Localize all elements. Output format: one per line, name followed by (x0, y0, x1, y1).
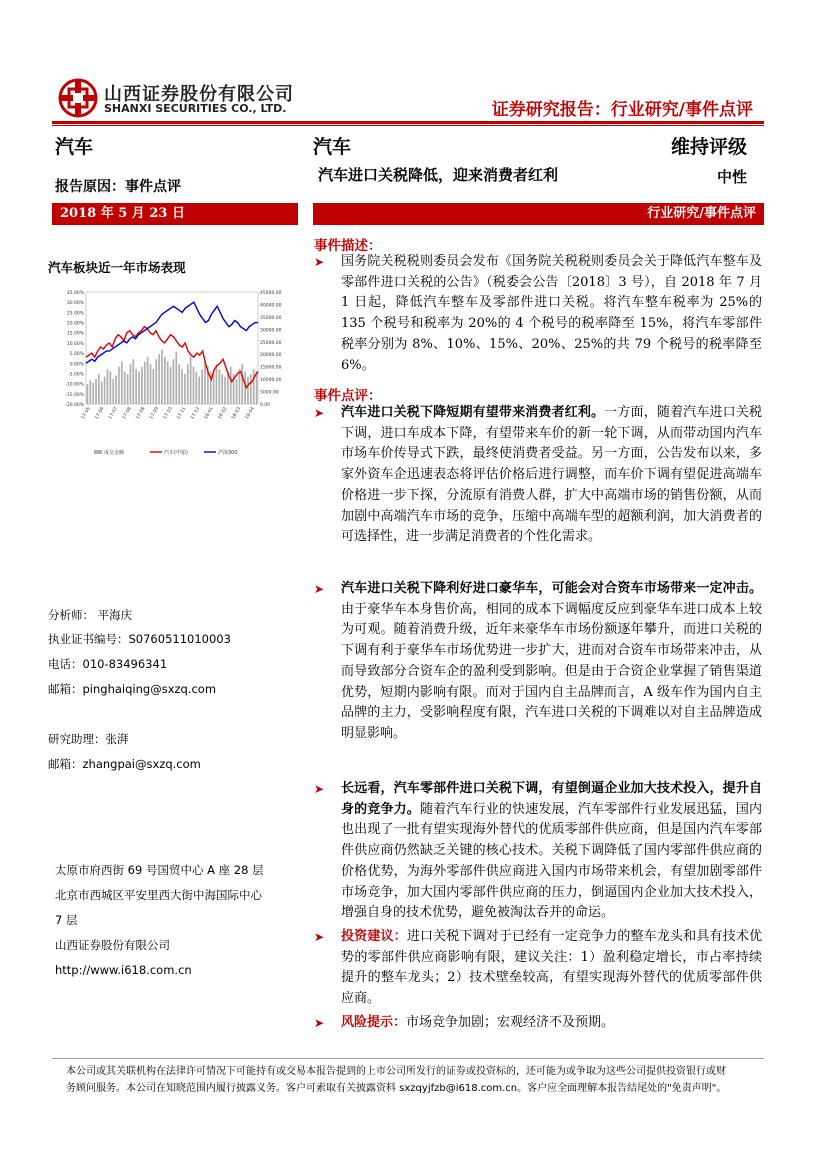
x-tick-label: 18-03 (231, 406, 243, 421)
volume-bar (196, 372, 198, 404)
x-tick-label: 17-08 (121, 406, 133, 421)
volume-bar (218, 369, 220, 404)
footer-divider (52, 1058, 764, 1059)
x-tick-label: 17-05 (80, 406, 92, 421)
volume-bar (224, 377, 226, 404)
x-tick-label: 17-12 (190, 406, 202, 421)
company-logo-icon (58, 78, 98, 118)
volume-bar (198, 377, 200, 404)
volume-bar (178, 364, 180, 404)
y-right-tick-label: 30000.00 (260, 328, 282, 334)
y-right-tick-label: 5000.00 (260, 390, 279, 396)
volume-bar (98, 374, 100, 404)
volume-bar (87, 384, 89, 404)
disclaimer (66, 1063, 766, 1097)
volume-bar (204, 362, 206, 404)
comment-paragraph-1 (314, 403, 762, 548)
address-company: 山西证券股份有限公司 (55, 938, 170, 952)
volume-bar (138, 372, 140, 404)
volume-bar (239, 369, 241, 404)
y-left-tick-label: 20.00% (66, 321, 84, 327)
address-line-1: 太原市府西街 69 号国贸中心 A 座 28 层 (55, 863, 264, 877)
comment-3-text: 随着汽车行业的快速发展，汽车零部件行业发展迅猛，国内也出现了一批有望实现海外替代的优质零部件供应商，但是国内汽车零部件供应商仍然缺乏关键的核心技术。关税下调降低了国内零部件供应商的价格优势，为海外零部件供应商进入国内市场带来机会，有望加剧零部件市场竞争，加大国内零部件供应商的压力，倒逼国内企业加大技术投入，增强自身的技术优势，避免被淘汰吞并的命运。 (341, 801, 762, 921)
volume-bar (104, 377, 106, 404)
bullet-icon: ➤ (314, 406, 325, 420)
volume-bar (170, 367, 172, 404)
volume-bar (250, 374, 252, 404)
volume-bar (181, 369, 183, 404)
volume-bar (118, 367, 120, 404)
volume-bar (150, 364, 152, 404)
header-divider (52, 121, 764, 124)
analyst-email: 邮箱：pinghaiqing@sxzq.com (48, 682, 217, 696)
risk-warning-head: 风险提示： (341, 1015, 407, 1030)
x-tick-label: 17-07 (108, 406, 120, 421)
comment-paragraph-2 (314, 579, 762, 745)
volume-bar (158, 354, 160, 404)
bullet-icon: ➤ (314, 782, 325, 796)
company-website[interactable]: http://www.i618.com.cn (55, 963, 192, 977)
section-event-comment: 事件点评： (314, 388, 382, 404)
volume-bar (241, 364, 243, 404)
rating-neutral: 中性 (716, 168, 747, 186)
assistant-email: 邮箱：zhangpai@sxzq.com (48, 757, 201, 771)
y-right-tick-label: 15000.00 (260, 365, 282, 371)
header-divider-thin (52, 125, 764, 126)
volume-bar (115, 375, 117, 404)
volume-bar (164, 357, 166, 404)
x-tick-label: 18-01 (203, 406, 215, 421)
legend-label: 沪深300 (218, 450, 238, 456)
y-left-tick-label: -5.00% (68, 372, 84, 378)
volume-bar (141, 367, 143, 404)
volume-bar (221, 374, 223, 404)
market-chart (52, 286, 298, 466)
legend-label: 汽车(申银) (164, 450, 188, 456)
y-right-tick-label: 45000.00 (260, 291, 282, 296)
y-right-tick-label: 0.00 (260, 403, 271, 408)
event-description-paragraph (314, 252, 762, 376)
x-tick-label: 17-08 (135, 406, 147, 421)
y-left-tick-label: -15.00% (65, 392, 84, 398)
volume-bar (184, 374, 186, 404)
volume-bar (95, 379, 97, 404)
bullet-icon: ➤ (314, 930, 325, 944)
legend-swatch (94, 450, 102, 454)
volume-bar (89, 380, 91, 404)
report-category: 行业研究/事件点评 (313, 203, 764, 225)
y-left-tick-label: -10.00% (65, 382, 84, 388)
volume-bar (112, 379, 114, 404)
y-left-tick-label: 35.00% (66, 291, 84, 296)
volume-bar (167, 362, 169, 404)
volume-bar (110, 372, 112, 404)
volume-bar (236, 379, 238, 404)
analyst-phone: 电话：010-83496341 (48, 657, 168, 671)
volume-bar (153, 369, 155, 404)
report-date: 2018 年 5 月 23 日 (52, 203, 298, 225)
volume-bar (155, 359, 157, 404)
volume-bar (127, 374, 129, 404)
risk-warning-text: 市场竞争加剧；宏观经济不及预期。 (406, 1015, 615, 1030)
volume-bar (190, 357, 192, 404)
x-tick-label: 17-11 (176, 406, 188, 421)
volume-bar (121, 362, 123, 404)
y-left-tick-label: 30.00% (66, 301, 84, 307)
y-left-tick-label: 0.00% (69, 362, 84, 368)
y-right-tick-label: 25000.00 (260, 340, 282, 346)
bullet-icon: ➤ (314, 1016, 325, 1030)
event-description-text: 国务院关税税则委员会发布《国务院关税税则委员会关于降低汽车整车及零部件进口关税的公告》（税委会公告〔2018〕3 号），自 2018 年 7 月 1 日起，降低汽车整车及零部件进口关税。将汽车整车税率为 25%的 135 个税号和税率为 20%的 4 个税号的税率降至 15%，将汽车零部件税率分别为 8%、10%、15%、20%、25%的共 79 个税号的税率降至 6%。 (341, 254, 762, 373)
investment-advice-paragraph (314, 927, 762, 1010)
volume-bar (92, 383, 94, 404)
industry-label-left: 汽车 (55, 136, 94, 158)
report-headline: 汽车进口关税降低，迎来消费者红利 (318, 166, 559, 184)
y-right-tick-label: 20000.00 (260, 353, 282, 359)
bullet-icon: ➤ (314, 582, 325, 596)
volume-bar (201, 369, 203, 404)
x-tick-label: 18-04 (244, 406, 256, 421)
comment-1-lead: 汽车进口关税下降短期有望带来消费者红利。 (341, 405, 605, 420)
risk-warning-paragraph (314, 1013, 762, 1034)
y-left-tick-label: 15.00% (66, 331, 84, 337)
volume-bar (107, 369, 109, 404)
volume-bar (193, 367, 195, 404)
report-reason: 报告原因：事件点评 (55, 179, 181, 195)
company-name-en: SHANXI SECURITIES CO., LTD. (104, 102, 287, 115)
plot-area (86, 292, 258, 404)
volume-bar (187, 364, 189, 404)
y-right-tick-label: 10000.00 (260, 378, 282, 384)
volume-bar (161, 349, 163, 404)
volume-bar (173, 359, 175, 404)
comment-2-lead: 汽车进口关税下降利好进口豪华车，可能会对合资车市场带来一定冲击。 (341, 581, 762, 596)
y-left-tick-label: 5.00% (69, 352, 84, 358)
volume-bar (253, 369, 255, 404)
x-tick-label: 18-02 (217, 406, 229, 421)
volume-bar (247, 377, 249, 404)
volume-bar (227, 372, 229, 404)
y-right-tick-label: 35000.00 (260, 315, 282, 321)
volume-bar (144, 362, 146, 404)
volume-bar (130, 364, 132, 404)
volume-bar (230, 367, 232, 404)
volume-bar (216, 364, 218, 404)
volume-bar (132, 359, 134, 404)
section-event-description: 事件描述： (314, 238, 382, 254)
legend-label: 成交金额 (104, 450, 125, 456)
volume-bar (175, 352, 177, 404)
x-tick-label: 17-06 (94, 406, 106, 421)
bullet-icon: ➤ (314, 255, 325, 269)
y-left-tick-label: -20.00% (65, 403, 84, 408)
y-right-tick-label: 40000.00 (260, 303, 282, 309)
industry-label: 汽车 (313, 136, 352, 158)
x-tick-label: 17-09 (149, 406, 161, 421)
comment-3-lead: 长远看，汽车零部件进口关税下调，有望倒逼企业加大技术投入，提升自身的竞争力。 (341, 781, 762, 817)
analyst-cert: 执业证书编号：S0760511010003 (48, 632, 231, 646)
volume-bar (256, 372, 258, 404)
report-type: 证券研究报告：行业研究/事件点评 (491, 100, 753, 120)
y-left-tick-label: 25.00% (66, 311, 84, 317)
address-line-2: 北京市西城区平安里西大街中海国际中心 (55, 888, 262, 902)
volume-bar (135, 369, 137, 404)
volume-bar (124, 372, 126, 404)
comment-1-text: 一方面，随着汽车进口关税下调，进口车成本下降，有望带来车价的新一轮下调，从而带动国内汽车市场车价传导式下跌，最终使消费者受益。另一方面，公告发布以来，多家外资车企迅速表态将评估价格后进行调整，而车价下调有望促进高端车价格进一步下探，分流原有消费人群，扩大中高端市场的销售份额，从而加剧中高端汽车市场的竞争，压缩中高端车型的超额利润，加大消费者的可选择性，进一步满足消费者的个性化需求。 (341, 405, 762, 545)
address-line-3: 7 层 (55, 913, 78, 927)
volume-bar (147, 357, 149, 404)
volume-bar (213, 374, 215, 404)
investment-advice-text: 进口关税下调对于已经有一定竞争力的整车龙头和具有技术优势的零部件供应商影响有限，建议关注：1）盈利稳定增长，市占率持续提升的整车龙头；2）技术壁垒较高，有望实现海外替代的优质零部件供应商。 (341, 929, 762, 1007)
x-tick-label: 17-10 (162, 406, 174, 421)
y-left-tick-label: 10.00% (66, 341, 84, 347)
disclaimer-line-2: 务顾问服务。本公司在知晓范围内履行披露义务。客户可索取有关披露资料 sxzqyjfzb@i618.com.cn。客户应全面理解本报告结尾处的"免责声明"。 (66, 1083, 727, 1094)
rating: 维持评级 (670, 136, 747, 158)
investment-advice-head: 投资建议： (341, 929, 407, 944)
company-name-cn: 山西证券股份有限公司 (104, 84, 294, 105)
volume-bar (101, 382, 103, 404)
comment-paragraph-3 (314, 779, 762, 924)
assistant-name: 研究助理：张湃 (48, 732, 129, 746)
disclaimer-line-1: 本公司或其关联机构在法律许可情况下可能持有或交易本报告提到的上市公司所发行的证券或投资标的，还可能为或争取为这些公司提供投资银行或财 (66, 1066, 726, 1077)
chart-title: 汽车板块近一年市场表现 (48, 260, 186, 275)
comment-2-text: 由于豪华车本身售价高，相同的成本下调幅度反应到豪华车进口成本上较为可观。随着消费升级，近年来豪华车市场份额逐年攀升，而进口关税的下调有利于豪华车市场优势进一步扩大，进而对合资车市场带来冲击，从而导致部分合资车企的盈利受到影响。但是由于合资企业掌握了销售渠道优势，短期内影响有限。而对于国内自主品牌而言，A 级车作为国内自主品牌的主力，受影响程度有限，汽车进口关税的下调难以对自主品牌造成明显影响。 (341, 601, 762, 741)
analyst-name: 分析师： 平海庆 (48, 608, 133, 622)
